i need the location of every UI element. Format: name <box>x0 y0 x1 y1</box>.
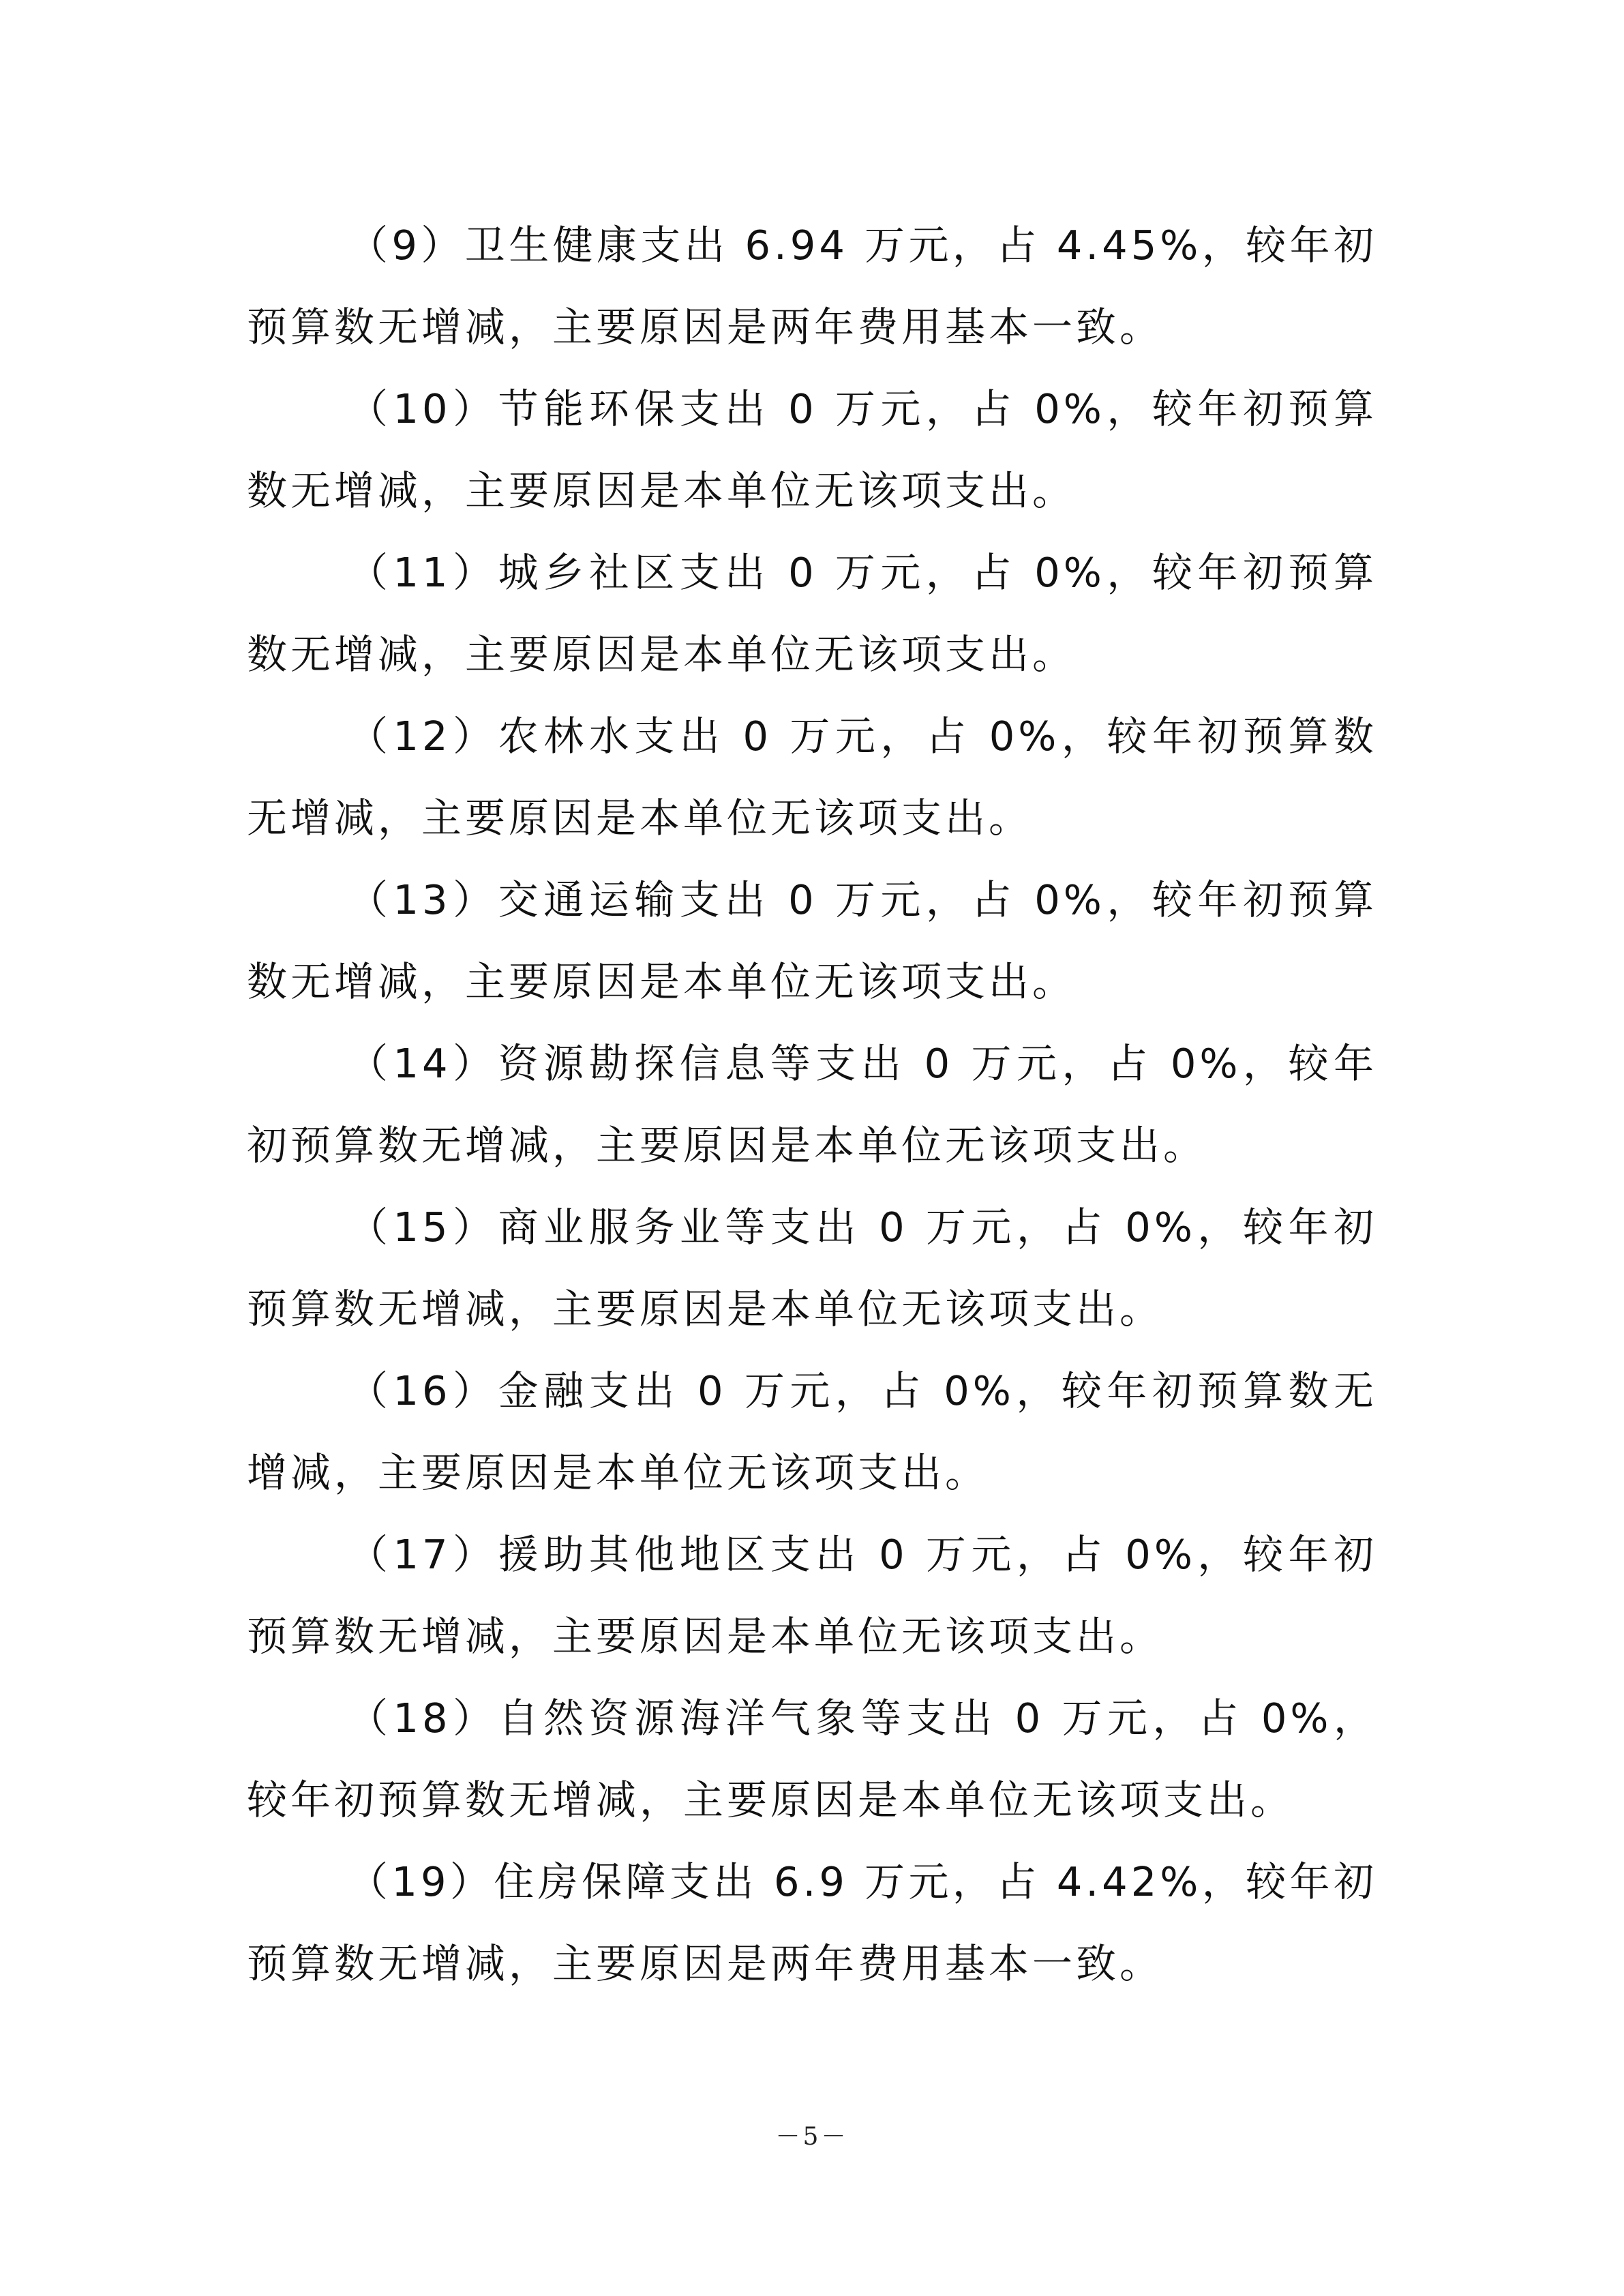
paragraph-19: （19）住房保障支出 6.9 万元，占 4.42%，较年初预算数无增减，主要原因是两年费用基本一致。 <box>247 1858 1377 1987</box>
page-number: －5－ <box>775 2123 849 2151</box>
paragraph-12: （12）农林水支出 0 万元，占 0%，较年初预算数无增减，主要原因是本单位无该项支出。 <box>247 713 1377 841</box>
paragraph-9: （9）卫生健康支出 6.94 万元，占 4.45%，较年初预算数无增减，主要原因是两年费用基本一致。 <box>247 222 1377 351</box>
paragraph-10: （10）节能环保支出 0 万元，占 0%，较年初预算数无增减，主要原因是本单位无该项支出。 <box>247 385 1377 514</box>
paragraph-13: （13）交通运输支出 0 万元，占 0%，较年初预算数无增减，主要原因是本单位无该项支出。 <box>247 876 1377 1005</box>
paragraph-18: （18）自然资源海洋气象等支出 0 万元，占 0%，较年初预算数无增减，主要原因是本单位无该项支出。 <box>247 1695 1377 1823</box>
paragraph-16: （16）金融支出 0 万元，占 0%，较年初预算数无增减，主要原因是本单位无该项支出。 <box>247 1367 1377 1496</box>
paragraph-14: （14）资源勘探信息等支出 0 万元，占 0%，较年初预算数无增减，主要原因是本单位无该项支出。 <box>247 1040 1377 1169</box>
paragraph-15: （15）商业服务业等支出 0 万元，占 0%，较年初预算数无增减，主要原因是本单位无该项支出。 <box>247 1204 1377 1332</box>
body-text <box>247 205 1377 2005</box>
paragraph-17: （17）援助其他地区支出 0 万元，占 0%，较年初预算数无增减，主要原因是本单位无该项支出。 <box>247 1531 1377 1660</box>
paragraph-11: （11）城乡社区支出 0 万元，占 0%，较年初预算数无增减，主要原因是本单位无该项支出。 <box>247 549 1377 678</box>
